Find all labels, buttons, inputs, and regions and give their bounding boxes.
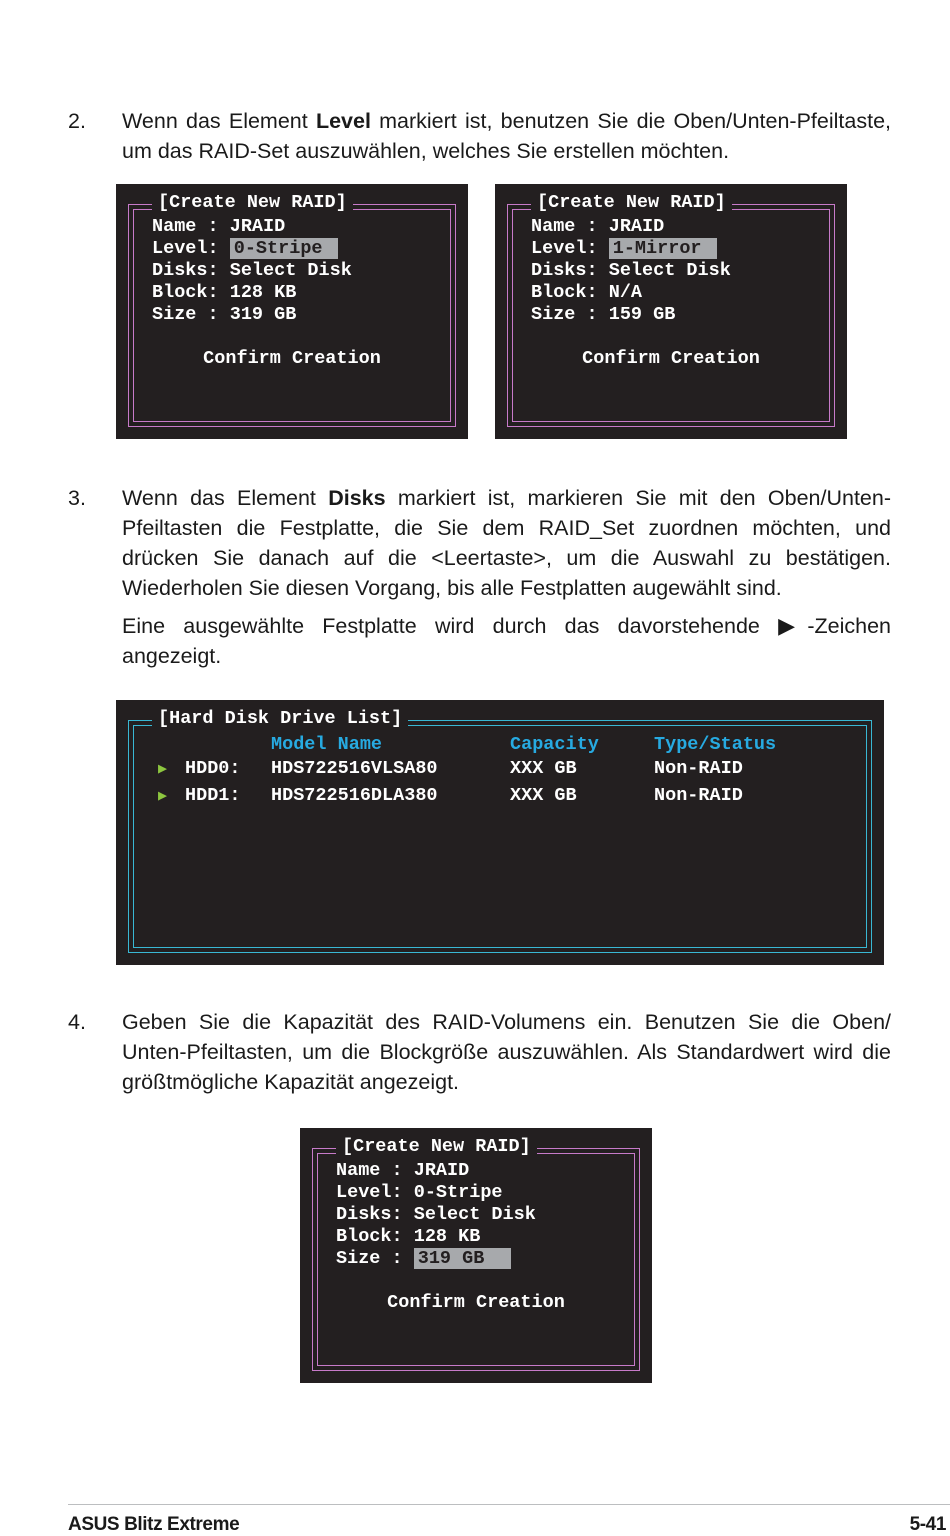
selected-arrow-icon: ▶ — [158, 788, 168, 805]
hdd-list-screen — [116, 700, 884, 965]
hdd-type: Non-RAID — [654, 785, 743, 806]
raid-screen-stripe — [116, 184, 468, 439]
screen-title: [Create New RAID] — [152, 191, 353, 215]
size-value-highlighted[interactable]: 319 GB — [414, 1248, 511, 1269]
block-field[interactable]: Block: N/A — [531, 282, 643, 303]
size-field[interactable] — [336, 1248, 536, 1270]
step-number: 4. — [68, 1010, 86, 1034]
text-run: markiert ist, benutzen Sie die Oben/Unten-Pfeiltaste, um das RAID-Set auszuwählen, welches Sie erstellen möchten. — [122, 109, 892, 163]
step-text — [122, 483, 891, 671]
raid-fields — [152, 216, 352, 326]
bold-term: Disks — [328, 486, 386, 510]
raid-fields — [531, 216, 731, 326]
confirm-creation-button[interactable]: Confirm Creation — [582, 348, 760, 369]
header-capacity: Capacity — [510, 734, 599, 755]
raid-screen-size — [300, 1128, 652, 1383]
text-run: Wenn das Element — [122, 109, 316, 133]
step-2 — [68, 106, 891, 166]
step-4 — [68, 1007, 891, 1097]
disks-field[interactable]: Disks: Select Disk — [531, 260, 731, 281]
step-text — [122, 106, 891, 166]
field-label: Size : — [336, 1248, 414, 1269]
hdd-capacity: XXX GB — [510, 758, 577, 779]
header-model: Model Name — [271, 734, 383, 755]
raid-screen-mirror — [495, 184, 847, 439]
name-field[interactable]: Name : JRAID — [152, 216, 286, 237]
hdd-id: HDD0: — [185, 758, 241, 779]
level-field[interactable] — [152, 238, 352, 260]
disks-field[interactable]: Disks: Select Disk — [152, 260, 352, 281]
step-3 — [68, 483, 891, 671]
text-run: markiert ist, markieren Sie mit den Oben/Unten-Pfeiltasten die Festplatte, die Sie dem RAID_Set zuordnen möchten, und drücken Sie danach auf die <Leertaste>, um die Auswahl zu bestätigen. Wiederholen Sie diesen Vorgang, bis alle Festplatten augewählt sind. — [122, 486, 891, 600]
text-run: -Zeichen angezeigt. — [122, 614, 891, 668]
text-run: Wenn das Element — [122, 486, 329, 510]
name-field[interactable]: Name : JRAID — [531, 216, 665, 237]
hdd-id: HDD1: — [185, 785, 241, 806]
frame-inner — [133, 725, 867, 948]
screen-title: [Hard Disk Drive List] — [152, 707, 408, 731]
name-field[interactable]: Name : JRAID — [336, 1160, 470, 1181]
block-field[interactable]: Block: 128 KB — [152, 282, 297, 303]
footer-divider — [68, 1504, 950, 1505]
size-field[interactable]: Size : 159 GB — [531, 304, 676, 325]
hdd-type: Non-RAID — [654, 758, 743, 779]
level-field[interactable]: Level: 0-Stripe — [336, 1182, 503, 1203]
hdd-model: HDS722516VLSA80 — [271, 758, 438, 779]
level-field[interactable] — [531, 238, 731, 260]
block-field[interactable]: Block: 128 KB — [336, 1226, 481, 1247]
level-value-highlighted[interactable]: 1-Mirror — [609, 238, 717, 259]
text-run: Eine ausgewählte Festplatte wird durch das davorstehende — [122, 614, 779, 638]
size-field[interactable]: Size : 319 GB — [152, 304, 297, 325]
hdd-model: HDS722516DLA380 — [271, 785, 438, 806]
header-type: Type/Status — [654, 734, 777, 755]
level-value-highlighted[interactable]: 0-Stripe — [230, 238, 338, 259]
field-label: Level: — [152, 238, 230, 259]
screen-title: [Create New RAID] — [531, 191, 732, 215]
confirm-creation-button[interactable]: Confirm Creation — [203, 348, 381, 369]
confirm-creation-button[interactable]: Confirm Creation — [387, 1292, 565, 1313]
step-number: 2. — [68, 109, 86, 133]
selected-arrow-icon: ▶ — [158, 761, 168, 778]
selected-marker-icon: ▶ — [778, 613, 808, 638]
step-number: 3. — [68, 486, 86, 510]
hdd-capacity: XXX GB — [510, 785, 577, 806]
screen-title: [Create New RAID] — [336, 1135, 537, 1159]
disks-field[interactable]: Disks: Select Disk — [336, 1204, 536, 1225]
footer-title: ASUS Blitz Extreme — [68, 1514, 240, 1535]
step-text — [122, 1007, 891, 1097]
bold-term: Level — [315, 109, 371, 133]
text-run: Geben Sie die Kapazität des RAID-Volumens ein. Benutzen Sie die Oben/ Unten-Pfeiltasten, um die Blockgröße auszuwählen. Als Standardwert wird die größtmögliche Kapazität angezeigt. — [122, 1010, 891, 1094]
raid-fields — [336, 1160, 536, 1270]
page-number: 5-41 — [909, 1514, 946, 1535]
field-label: Level: — [531, 238, 609, 259]
